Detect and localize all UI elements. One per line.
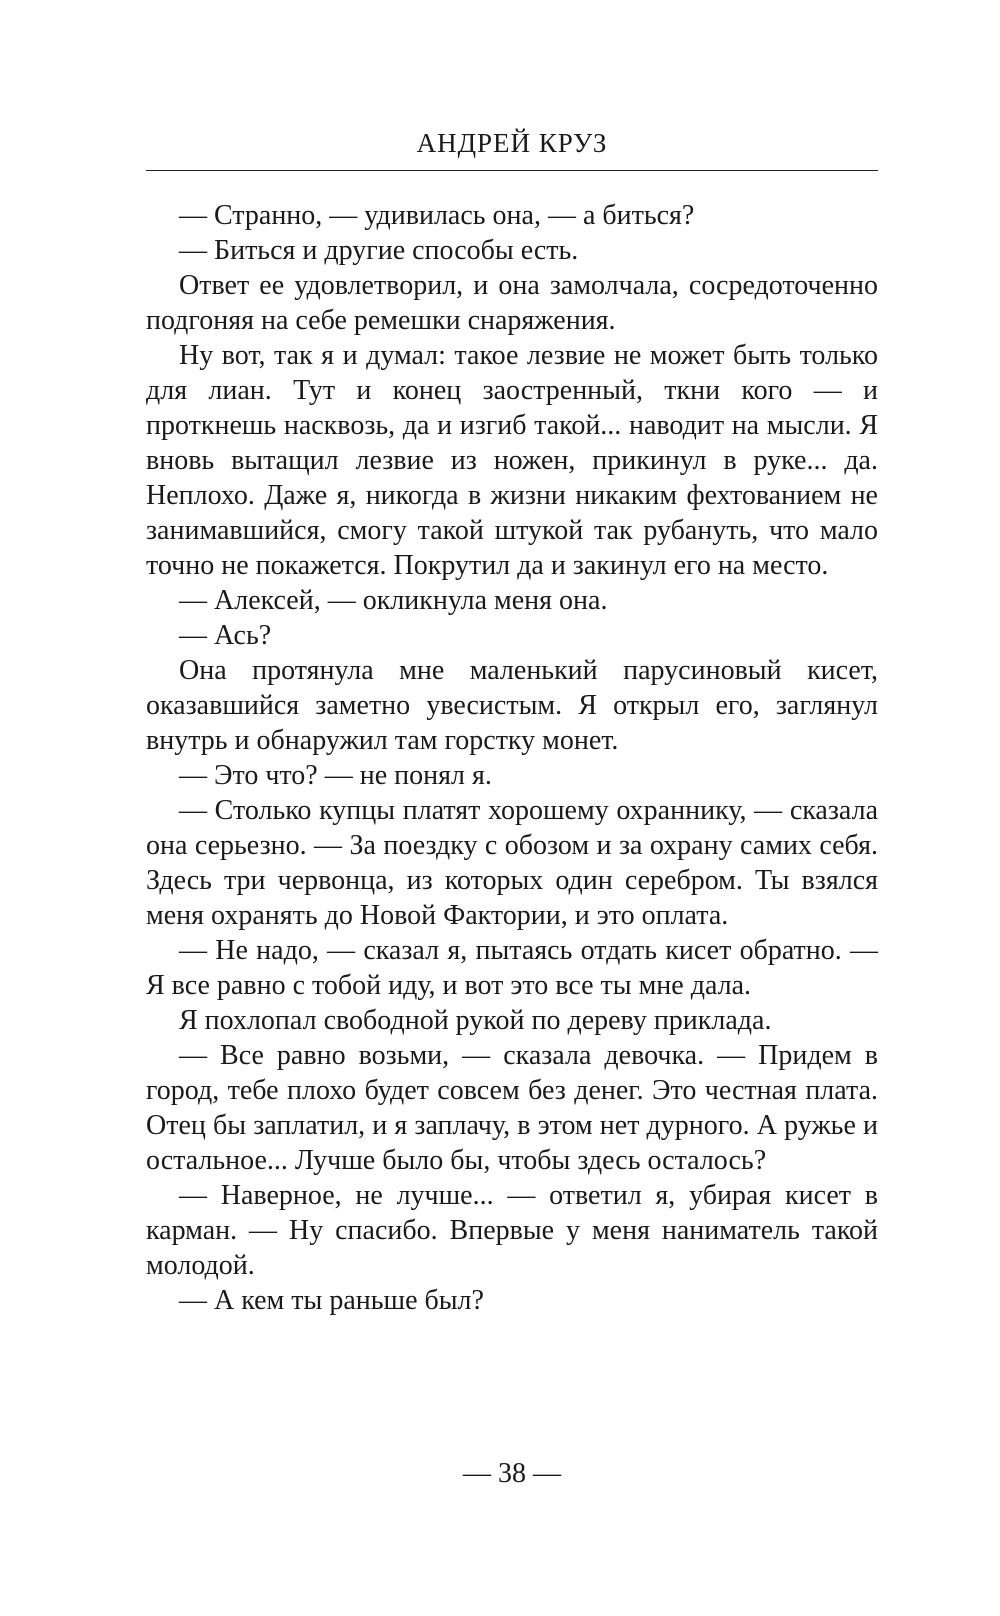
page-number: — 38 — xyxy=(463,1458,561,1489)
paragraph: — Не надо, — сказал я, пытаясь отдать кисет обратно. — Я все равно с тобой иду, и вот это все ты мне дала. xyxy=(146,935,878,1001)
running-head-author: АНДРЕЙ КРУЗ xyxy=(416,128,608,158)
header-rule xyxy=(146,170,878,171)
paragraph: Я похлопал свободной рукой по дереву приклада. xyxy=(179,1005,772,1036)
paragraph: — Биться и другие способы есть. xyxy=(179,235,579,266)
paragraph: — Алексей, — окликнула меня она. xyxy=(179,585,608,616)
paragraph: — Наверное, не лучше... — ответил я, убирая кисет в карман. — Ну спасибо. Впервые у меня наниматель такой молодой. xyxy=(146,1180,878,1281)
paragraph: — Странно, — удивилась она, — а биться? xyxy=(179,200,695,231)
body-text xyxy=(146,198,878,1318)
paragraph: Она протянула мне маленький парусиновый кисет, оказавшийся заметно увесистым. Я открыл его, заглянул внутрь и обнаружил там горстку монет. xyxy=(146,655,878,756)
paragraph: Ну вот, так я и думал: такое лезвие не может быть только для лиан. Тут и конец заостренный, ткни кого — и проткнешь насквозь, да и изгиб такой... наводит на мысли. Я вновь вытащил лезвие из ножен, прикинул в руке... да. Неплохо. Даже я, никогда в жизни никаким фехтованием не занимавшийся, смогу такой штукой так рубануть, что мало точно не покажется. Покрутил да и закинул его на место. xyxy=(146,340,878,581)
paragraph: — Столько купцы платят хорошему охраннику, — сказала она серьезно. — За поездку с обозом и за охрану самих себя. Здесь три червонца, из которых один серебром. Ты взялся меня охранять до Новой Фактории, и это оплата. xyxy=(146,795,878,931)
paragraph: — Ась? xyxy=(179,620,272,651)
paragraph: Ответ ее удовлетворил, и она замолчала, сосредоточенно подгоняя на себе ремешки снаряжения. xyxy=(146,270,878,336)
paragraph: — Это что? — не понял я. xyxy=(179,760,492,791)
paragraph: — А кем ты раньше был? xyxy=(179,1285,484,1316)
paragraph: — Все равно возьми, — сказала девочка. — Придем в город, тебе плохо будет совсем без денег. Это честная плата. Отец бы заплатил, и я заплачу, в этом нет дурного. А ружье и остальное... Лучше было бы, чтобы здесь осталось? xyxy=(146,1040,878,1176)
